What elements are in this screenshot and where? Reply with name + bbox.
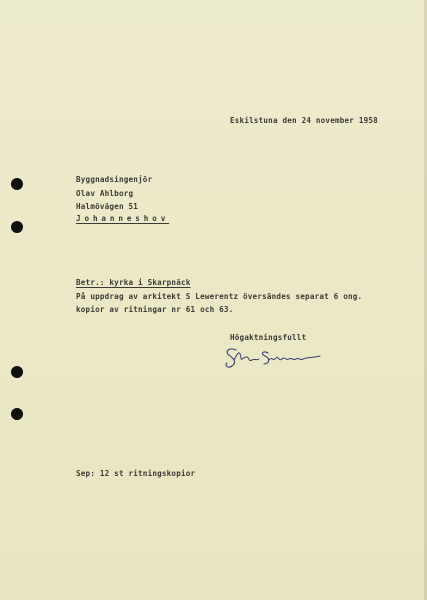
recipient-city: Johanneshov (76, 214, 170, 223)
recipient-street: Halmövägen 51 (76, 202, 139, 211)
subject-line: Betr.: kyrka i Skarpnäck (76, 278, 191, 287)
body-line: kopior av ritningar nr 61 och 63. (76, 305, 234, 314)
recipient-name: Olav Ahlborg (76, 189, 134, 198)
recipient-title: Byggnadsingenjör (76, 175, 153, 184)
punch-hole (11, 178, 23, 190)
punch-hole (11, 408, 23, 420)
closing: Högaktningsfullt (230, 333, 307, 342)
body-line: På uppdrag av arkitekt S Lewerentz översändes separat 6 ong. (76, 292, 363, 301)
place-date: Eskilstuna den 24 november 1958 (230, 116, 378, 125)
punch-hole (11, 366, 23, 378)
punch-hole (11, 221, 23, 233)
enclosure-note: Sep: 12 st ritningskopior (76, 469, 196, 478)
handwritten-signature (222, 342, 328, 370)
